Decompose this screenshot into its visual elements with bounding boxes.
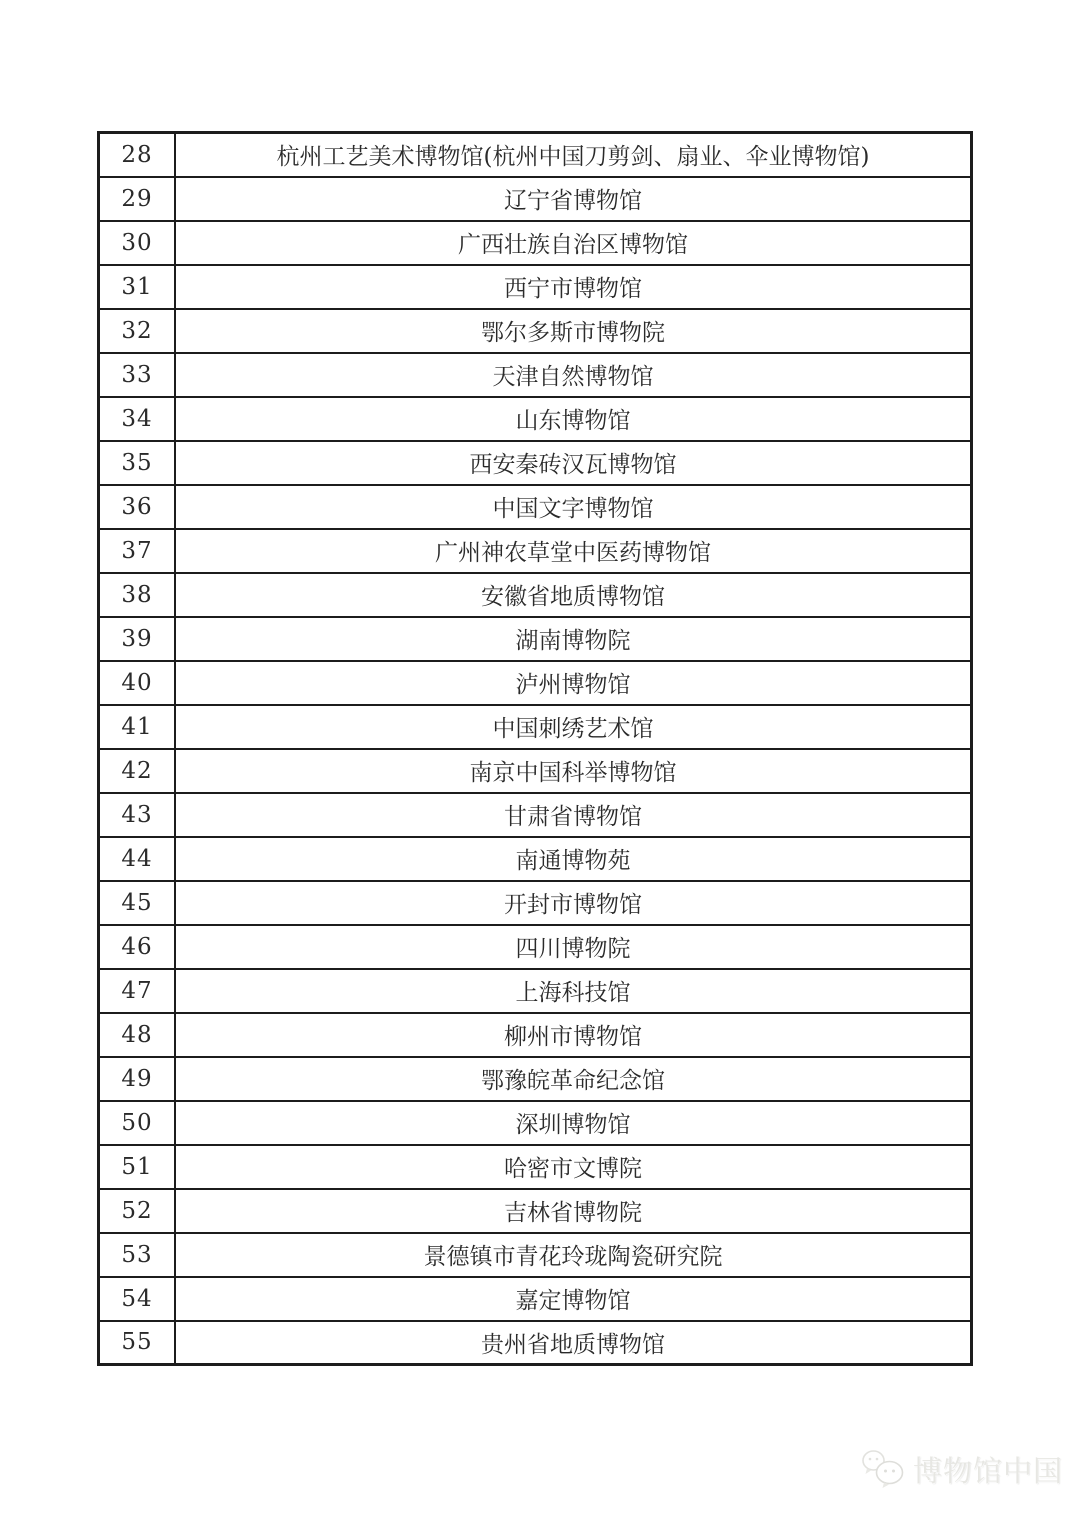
row-number-cell: 47 — [99, 969, 176, 1013]
table-row — [99, 573, 972, 617]
table-row — [99, 793, 972, 837]
museum-name-cell: 开封市博物馆 — [175, 881, 972, 925]
row-number-cell: 51 — [99, 1145, 176, 1189]
museum-name-cell: 广西壮族自治区博物馆 — [175, 221, 972, 265]
museum-name-cell: 泸州博物馆 — [175, 661, 972, 705]
row-number-cell: 29 — [99, 177, 176, 221]
row-number-cell: 44 — [99, 837, 176, 881]
table-row — [99, 969, 972, 1013]
table-row — [99, 837, 972, 881]
museum-name-cell: 四川博物院 — [175, 925, 972, 969]
table-row — [99, 441, 972, 485]
museum-name-cell: 南通博物苑 — [175, 837, 972, 881]
row-number-cell: 52 — [99, 1189, 176, 1233]
table-row — [99, 1277, 972, 1321]
museum-name-cell: 柳州市博物馆 — [175, 1013, 972, 1057]
table-row — [99, 353, 972, 397]
row-number-cell: 35 — [99, 441, 176, 485]
table-row — [99, 925, 972, 969]
table-row — [99, 1233, 972, 1277]
museum-list-table — [97, 131, 973, 1366]
museum-name-cell: 天津自然博物馆 — [175, 353, 972, 397]
row-number-cell: 34 — [99, 397, 176, 441]
museum-name-cell: 安徽省地质博物馆 — [175, 573, 972, 617]
table-row — [99, 397, 972, 441]
table-row — [99, 309, 972, 353]
table-row — [99, 1057, 972, 1101]
table-row — [99, 749, 972, 793]
table-row — [99, 705, 972, 749]
row-number-cell: 40 — [99, 661, 176, 705]
museum-name-cell: 甘肃省博物馆 — [175, 793, 972, 837]
row-number-cell: 45 — [99, 881, 176, 925]
row-number-cell: 43 — [99, 793, 176, 837]
museum-name-cell: 西安秦砖汉瓦博物馆 — [175, 441, 972, 485]
table-row — [99, 1189, 972, 1233]
museum-name-cell: 上海科技馆 — [175, 969, 972, 1013]
table-row — [99, 485, 972, 529]
row-number-cell: 48 — [99, 1013, 176, 1057]
row-number-cell: 30 — [99, 221, 176, 265]
table-row — [99, 1321, 972, 1365]
watermark — [860, 1448, 1063, 1490]
row-number-cell: 49 — [99, 1057, 176, 1101]
wechat-icon — [860, 1448, 906, 1490]
table-row — [99, 529, 972, 573]
row-number-cell: 46 — [99, 925, 176, 969]
museum-name-cell: 哈密市文博院 — [175, 1145, 972, 1189]
museum-name-cell: 中国文字博物馆 — [175, 485, 972, 529]
museum-name-cell: 嘉定博物馆 — [175, 1277, 972, 1321]
museum-name-cell: 山东博物馆 — [175, 397, 972, 441]
row-number-cell: 37 — [99, 529, 176, 573]
museum-name-cell: 景德镇市青花玲珑陶瓷研究院 — [175, 1233, 972, 1277]
table-row — [99, 1013, 972, 1057]
table-row — [99, 133, 972, 177]
museum-name-cell: 深圳博物馆 — [175, 1101, 972, 1145]
museum-table-body — [99, 133, 972, 1365]
row-number-cell: 32 — [99, 309, 176, 353]
museum-name-cell: 鄂尔多斯市博物院 — [175, 309, 972, 353]
museum-name-cell: 贵州省地质博物馆 — [175, 1321, 972, 1365]
row-number-cell: 33 — [99, 353, 176, 397]
table-row — [99, 177, 972, 221]
watermark-label: 博物馆中国 — [913, 1453, 1064, 1488]
row-number-cell: 28 — [99, 133, 176, 177]
table-row — [99, 265, 972, 309]
museum-name-cell: 吉林省博物院 — [175, 1189, 972, 1233]
row-number-cell: 53 — [99, 1233, 176, 1277]
row-number-cell: 50 — [99, 1101, 176, 1145]
row-number-cell: 39 — [99, 617, 176, 661]
row-number-cell: 41 — [99, 705, 176, 749]
museum-name-cell: 辽宁省博物馆 — [175, 177, 972, 221]
museum-name-cell: 杭州工艺美术博物馆(杭州中国刀剪剑、扇业、伞业博物馆) — [175, 133, 972, 177]
museum-list-table-container — [97, 131, 973, 1366]
museum-name-cell: 湖南博物院 — [175, 617, 972, 661]
row-number-cell: 36 — [99, 485, 176, 529]
table-row — [99, 1145, 972, 1189]
table-row — [99, 1101, 972, 1145]
table-row — [99, 881, 972, 925]
table-row — [99, 221, 972, 265]
museum-name-cell: 广州神农草堂中医药博物馆 — [175, 529, 972, 573]
museum-name-cell: 西宁市博物馆 — [175, 265, 972, 309]
row-number-cell: 42 — [99, 749, 176, 793]
row-number-cell: 38 — [99, 573, 176, 617]
museum-name-cell: 南京中国科举博物馆 — [175, 749, 972, 793]
museum-name-cell: 鄂豫皖革命纪念馆 — [175, 1057, 972, 1101]
row-number-cell: 54 — [99, 1277, 176, 1321]
row-number-cell: 55 — [99, 1321, 176, 1365]
table-row — [99, 661, 972, 705]
row-number-cell: 31 — [99, 265, 176, 309]
table-row — [99, 617, 972, 661]
museum-name-cell: 中国刺绣艺术馆 — [175, 705, 972, 749]
